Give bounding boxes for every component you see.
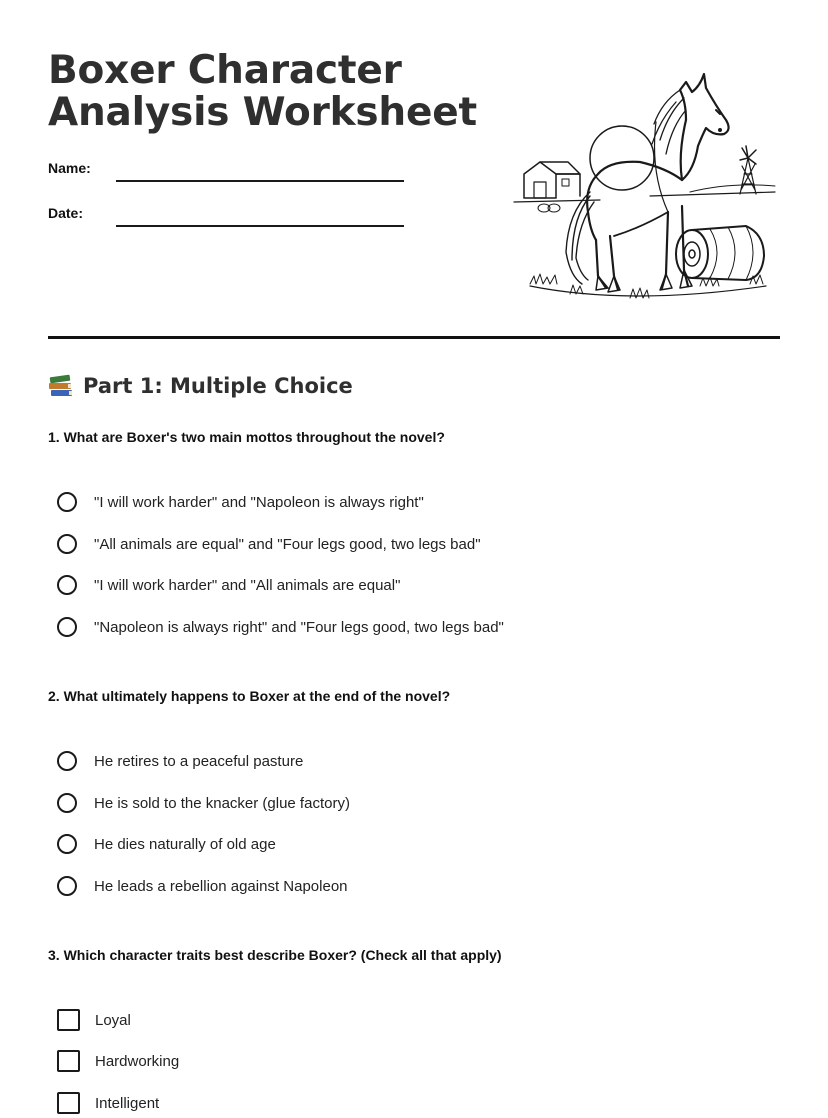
q2-option-b[interactable] — [57, 793, 350, 813]
radio-button[interactable] — [57, 751, 77, 771]
header-divider — [48, 336, 780, 339]
radio-button[interactable] — [57, 492, 77, 512]
q1-option-c[interactable] — [57, 575, 400, 595]
checkbox[interactable] — [57, 1050, 80, 1072]
option-label: Intelligent — [95, 1094, 160, 1112]
question-1: 1. What are Boxer's two main mottos throughout the novel? — [48, 429, 445, 445]
option-label: "I will work harder" and "Napoleon is always right" — [94, 493, 424, 511]
radio-button[interactable] — [57, 793, 77, 813]
option-label: Hardworking — [95, 1052, 180, 1070]
q1-option-a[interactable] — [57, 492, 424, 512]
date-field — [48, 205, 404, 227]
question-2: 2. What ultimately happens to Boxer at the end of the novel? — [48, 688, 451, 704]
q3-option-hardworking[interactable] — [57, 1050, 179, 1072]
name-field — [48, 160, 404, 182]
question-3: 3. Which character traits best describe Boxer? (Check all that apply) — [48, 947, 502, 963]
q2-option-d[interactable] — [57, 876, 348, 896]
option-label: "I will work harder" and "All animals are equal" — [94, 576, 401, 594]
part-1-heading — [48, 374, 353, 398]
checkbox[interactable] — [57, 1092, 80, 1114]
radio-button[interactable] — [57, 617, 77, 637]
part-1-title: Part 1: Multiple Choice — [83, 374, 353, 398]
option-label: "All animals are equal" and "Four legs good, two legs bad" — [94, 535, 481, 553]
radio-button[interactable] — [57, 575, 77, 595]
name-label: Name: — [48, 160, 91, 176]
name-input-line[interactable] — [116, 180, 404, 182]
q1-option-b[interactable] — [57, 534, 481, 554]
date-label: Date: — [48, 205, 84, 221]
option-label: He leads a rebellion against Napoleon — [94, 877, 348, 895]
worksheet-title — [48, 50, 477, 134]
option-label: Loyal — [95, 1011, 131, 1029]
q3-option-loyal[interactable] — [57, 1009, 131, 1031]
option-label: He dies naturally of old age — [94, 835, 276, 853]
option-label: "Napoleon is always right" and "Four legs good, two legs bad" — [94, 618, 504, 636]
q2-option-c[interactable] — [57, 834, 276, 854]
q1-option-d[interactable] — [57, 617, 504, 637]
radio-button[interactable] — [57, 834, 77, 854]
title-line-1: Boxer Character — [48, 48, 402, 93]
date-input-line[interactable] — [116, 225, 404, 227]
checkbox[interactable] — [57, 1009, 80, 1031]
radio-button[interactable] — [57, 534, 77, 554]
title-line-2: Analysis Worksheet — [48, 90, 477, 135]
option-label: He retires to a peaceful pasture — [94, 752, 304, 770]
q2-option-a[interactable] — [57, 751, 303, 771]
option-label: He is sold to the knacker (glue factory) — [94, 794, 350, 812]
books-icon — [48, 374, 74, 398]
radio-button[interactable] — [57, 876, 77, 896]
q3-option-intelligent[interactable] — [57, 1092, 159, 1114]
horse-farm-illustration — [510, 62, 782, 314]
